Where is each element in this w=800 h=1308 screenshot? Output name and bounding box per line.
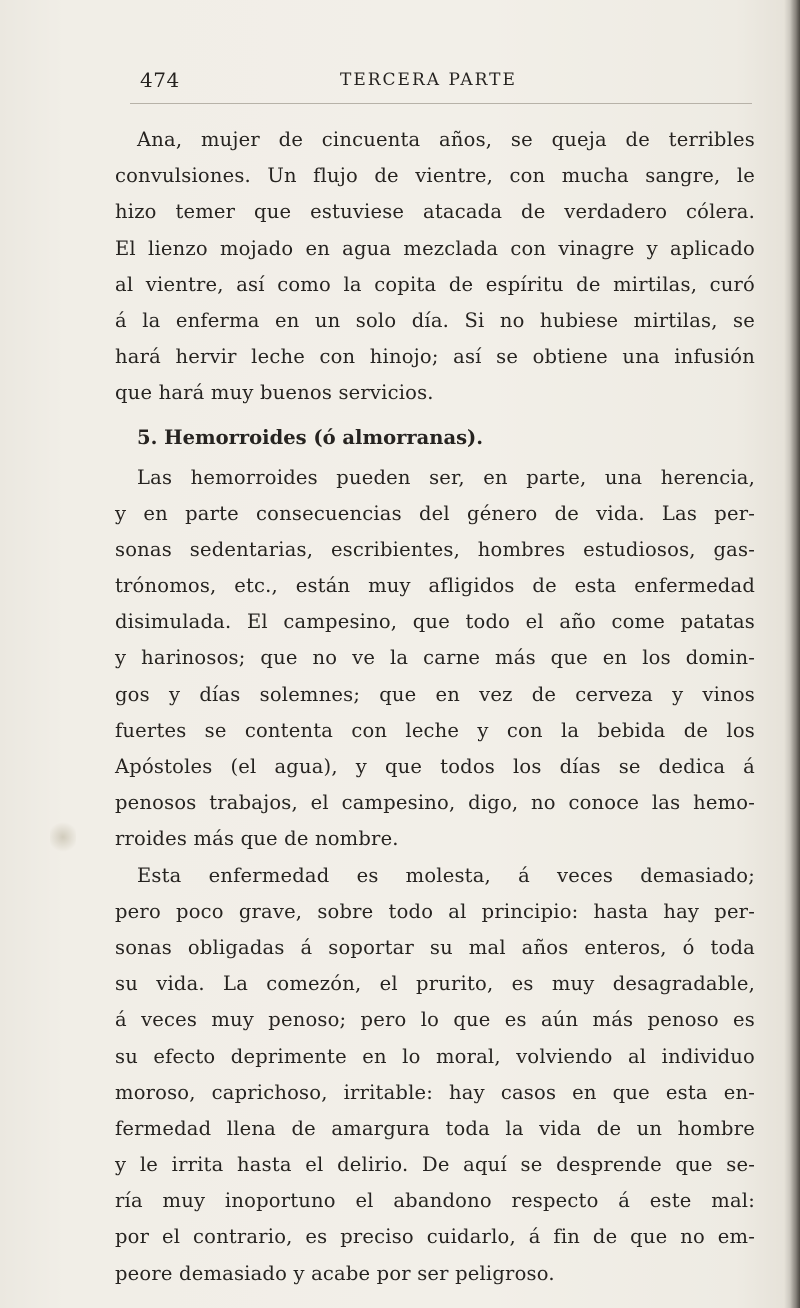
text-line: á la enferma en un solo día. Si no hubiese mirtilas, se — [115, 308, 755, 332]
text-line: al vientre, así como la copita de espíritu de mirtilas, curó — [115, 272, 755, 296]
text-line: disimulada. El campesino, que todo el año come patatas — [115, 610, 755, 634]
text-line: trónomos, etc., están muy afligidos de esta enfermedad — [115, 574, 755, 598]
text-line: hará hervir leche con hinojo; así se obtiene una infusión — [115, 345, 755, 369]
text-line: sonas obligadas á soportar su mal años enteros, ó toda — [115, 935, 755, 959]
page-stain — [50, 820, 76, 854]
text-line: sonas sedentarias, escribientes, hombres estudiosos, gas- — [115, 537, 755, 561]
text-line: fermedad llena de amargura toda la vida de un hombre — [115, 1116, 755, 1140]
text-line: y en parte consecuencias del género de vida. Las per- — [115, 501, 755, 525]
paragraph-3 — [115, 858, 755, 1292]
text-line: ría muy inoportuno el abandono respecto á este mal: — [115, 1189, 755, 1213]
running-title: TERCERA PARTE — [340, 70, 517, 90]
paragraph-1 — [115, 122, 755, 412]
text-line: Las hemorroides pueden ser, en parte, una herencia, — [137, 465, 755, 489]
text-line: hizo temer que estuviese atacada de verdadero cólera. — [115, 200, 755, 224]
text-line: gos y días solemnes; que en vez de cerveza y vinos — [115, 682, 755, 706]
text-line: El lienzo mojado en agua mezclada con vinagre y aplicado — [115, 236, 755, 260]
text-line: convulsiones. Un flujo de vientre, con mucha sangre, le — [115, 164, 755, 188]
text-line: rroides más que de nombre. — [115, 827, 399, 851]
text-line: á veces muy penoso; pero lo que es aún más penoso es — [115, 1008, 755, 1032]
page-edge-shadow — [790, 0, 800, 1308]
text-line: penosos trabajos, el campesino, digo, no conoce las hemo- — [115, 791, 755, 815]
text-line: su efecto deprimente en lo moral, volviendo al individuo — [115, 1044, 755, 1068]
paragraph-2 — [115, 460, 755, 858]
text-line: y harinosos; que no ve la carne más que en los domin- — [115, 646, 755, 670]
body-text — [115, 122, 755, 1292]
page-number: 474 — [140, 68, 180, 92]
text-line: fuertes se contenta con leche y con la bebida de los — [115, 718, 755, 742]
section-heading: 5. Hemorroides (ó almorranas). — [137, 425, 484, 449]
text-line: Esta enfermedad es molesta, á veces demasiado; — [137, 863, 755, 887]
text-line: que hará muy buenos servicios. — [115, 381, 434, 405]
text-line: Apóstoles (el agua), y que todos los días se dedica á — [115, 755, 755, 778]
header-rule — [130, 103, 752, 104]
text-line: peore demasiado y acabe por ser peligroso. — [115, 1261, 555, 1285]
text-line: su vida. La comezón, el prurito, es muy desagradable, — [115, 972, 755, 996]
text-line: pero poco grave, sobre todo al principio: hasta hay per- — [115, 899, 755, 923]
running-header — [140, 68, 752, 98]
text-line: moroso, caprichoso, irritable: hay casos en que esta en- — [115, 1080, 755, 1104]
text-line: y le irrita hasta el delirio. De aquí se desprende que se- — [115, 1153, 755, 1177]
text-line: Ana, mujer de cincuenta años, se queja de terribles — [137, 128, 755, 151]
text-line: por el contrario, es preciso cuidarlo, á fin de que no em- — [115, 1225, 755, 1249]
